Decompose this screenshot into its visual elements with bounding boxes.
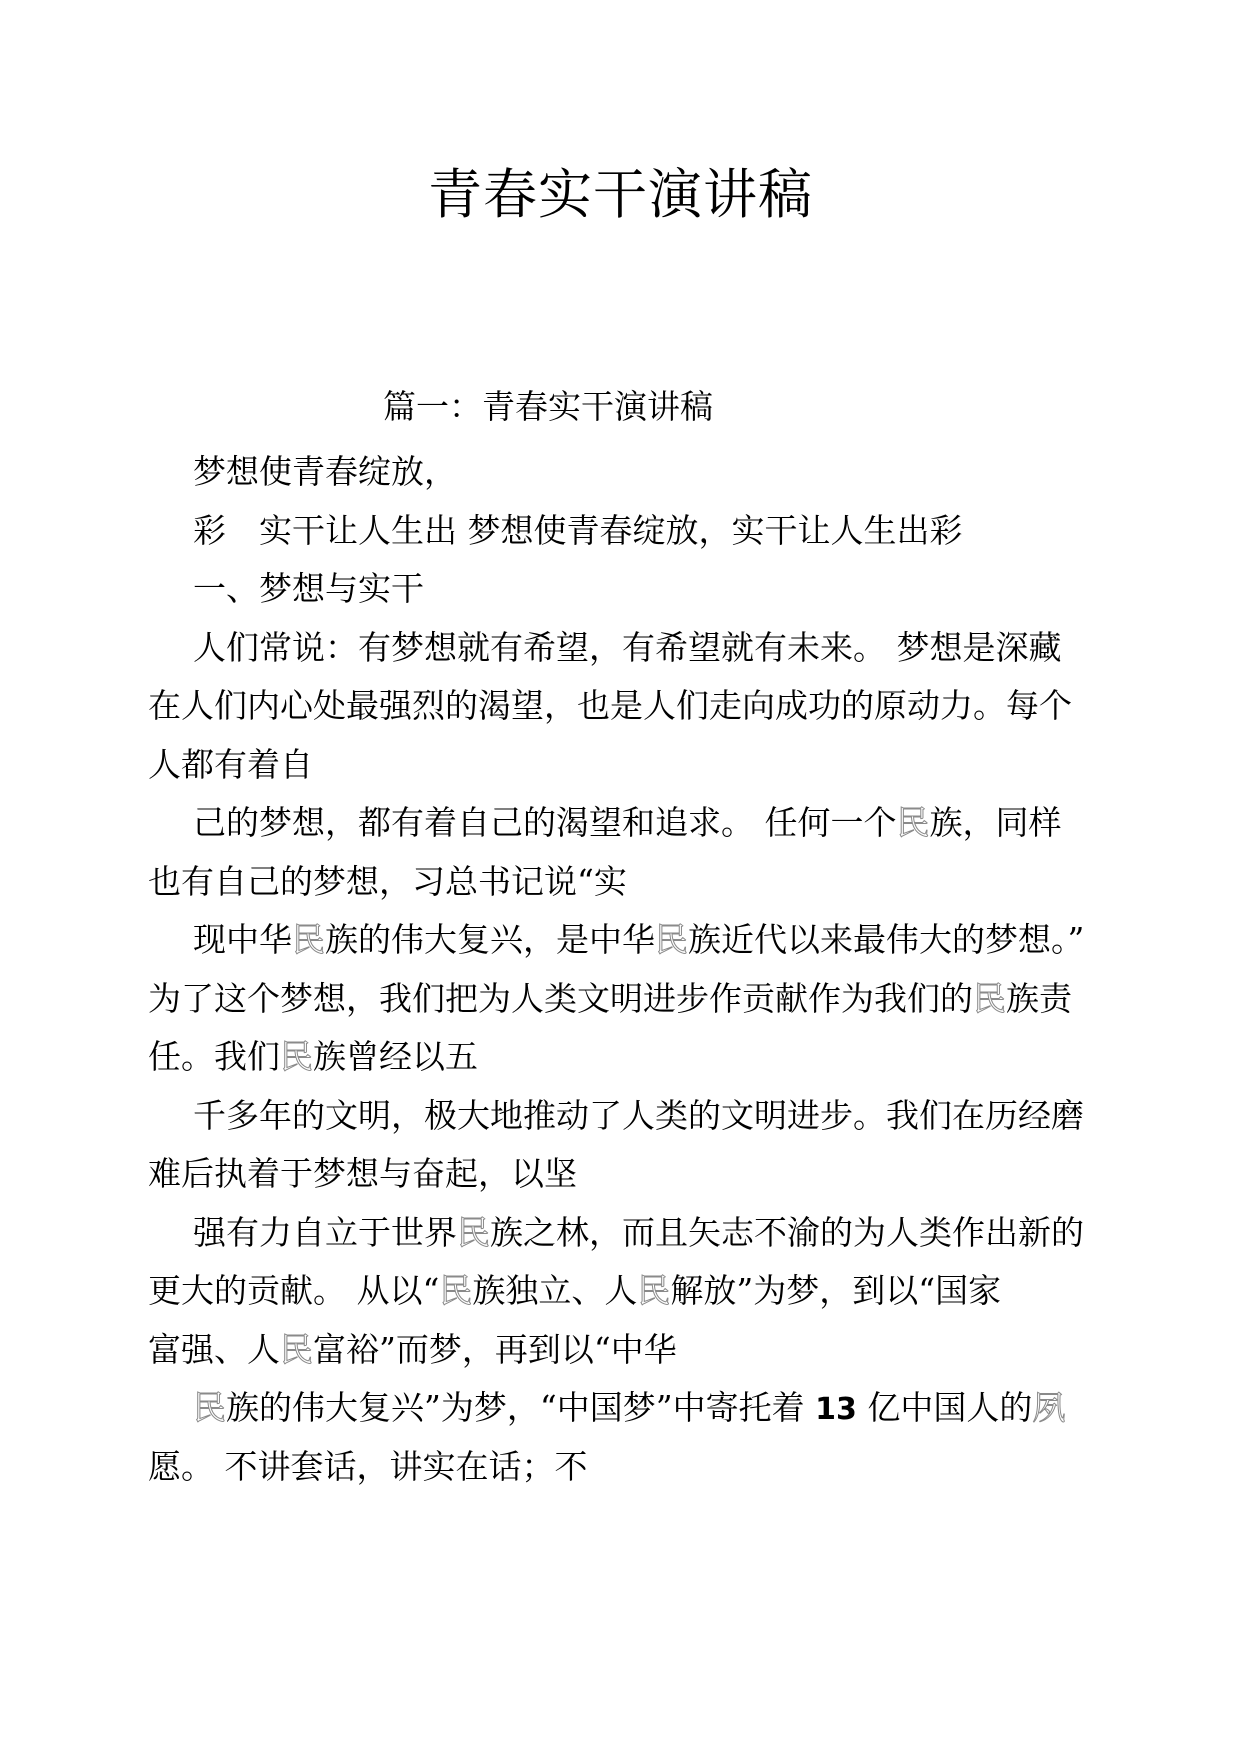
- text-segment: 更大的贡献。 从以“: [148, 1271, 440, 1310]
- paragraph-line: [148, 1328, 677, 1372]
- paragraph-line: [193, 1211, 1084, 1255]
- document-title: 青春实干演讲稿: [428, 163, 813, 226]
- text-segment: 族的伟大复兴”为梦，“中国梦”中寄托着: [226, 1388, 816, 1427]
- paragraph-line: [148, 1035, 478, 1079]
- text-segment: 人都有着自: [148, 744, 313, 784]
- text-segment: 难后执着于梦想与奋起，以坚: [148, 1154, 577, 1193]
- text-segment: 族独立、人: [472, 1271, 638, 1310]
- paragraph-line: [148, 743, 313, 787]
- outlined-character: 民: [292, 920, 325, 959]
- text-segment: 人们常说：有梦想就有希望，有希望就有未来。 梦想是深藏: [193, 627, 1062, 667]
- paragraph-line: [193, 567, 424, 611]
- outlined-character: 民: [896, 803, 930, 842]
- text-segment: 族责: [1006, 978, 1072, 1018]
- paragraph-line: [148, 684, 1072, 728]
- paragraph-line: [193, 509, 963, 553]
- outlined-character: 民: [193, 1388, 226, 1427]
- outlined-character: 民: [280, 1329, 313, 1369]
- text-segment: 亿中国人的: [856, 1388, 1033, 1427]
- outlined-character: 民: [637, 1271, 671, 1310]
- paragraph-line: [148, 1269, 1001, 1313]
- text-segment: 梦想使青春绽放，: [193, 452, 457, 491]
- paragraph-line: [193, 450, 457, 494]
- text-segment: 现中华: [193, 920, 292, 959]
- text-segment: 富裕”而梦，再到以“中华: [313, 1329, 677, 1369]
- paragraph-line: [193, 801, 1062, 845]
- text-segment: 一、梦想与实干: [193, 569, 424, 608]
- paragraph-line: [193, 626, 1062, 670]
- text-segment: 千多年的文明，极大地推动了人类的文明进步。我们在历经磨: [193, 1095, 1084, 1135]
- outlined-character: 民: [973, 978, 1006, 1018]
- text-segment: 族之林，而且矢志不渝的为人类作出新的: [490, 1212, 1084, 1252]
- text-segment: 族的伟大复兴，是中华: [325, 920, 655, 959]
- outlined-character: 民: [439, 1271, 473, 1310]
- number-text: 13: [815, 1392, 857, 1427]
- text-segment: 族，同样: [929, 803, 1062, 842]
- text-segment: 强有力自立于世界: [193, 1212, 457, 1252]
- outlined-character: 民: [655, 920, 688, 959]
- text-segment: 彩 实干让人生出 梦想使青春绽放，实干让人生出彩: [193, 510, 963, 550]
- text-segment: 在人们内心处最强烈的渴望，也是人们走向成功的原动力。每个: [148, 686, 1072, 725]
- outlined-character: 民: [280, 1037, 313, 1076]
- paragraph-line: [193, 1386, 1065, 1432]
- text-segment: 愿。 不讲套话，讲实在话；不: [148, 1446, 588, 1486]
- text-segment: 族近代以来最伟大的梦想。”: [688, 920, 1085, 959]
- paragraph-line: [148, 1152, 577, 1196]
- text-segment: 解放”为梦，到以“国家: [670, 1271, 1002, 1310]
- text-segment: 族曾经以五: [313, 1037, 478, 1076]
- text-segment: 富强、人: [148, 1329, 280, 1369]
- paragraph-line: [193, 1094, 1084, 1138]
- text-segment: 也有自己的梦想，习总书记说“实: [148, 861, 627, 901]
- text-segment: 己的梦想，都有着自己的渴望和追求。 任何一个: [193, 803, 897, 842]
- outlined-character: 夙: [1032, 1388, 1066, 1427]
- section-heading: 篇一：青春实干演讲稿: [383, 387, 713, 426]
- paragraph-line: [148, 1445, 588, 1489]
- text-segment: 为了这个梦想，我们把为人类文明进步作贡献作为我们的: [148, 978, 973, 1018]
- outlined-character: 民: [457, 1212, 490, 1252]
- paragraph-line: [193, 918, 1084, 962]
- paragraph-line: [148, 977, 1072, 1021]
- paragraph-line: [148, 860, 627, 904]
- text-segment: 任。我们: [148, 1037, 280, 1076]
